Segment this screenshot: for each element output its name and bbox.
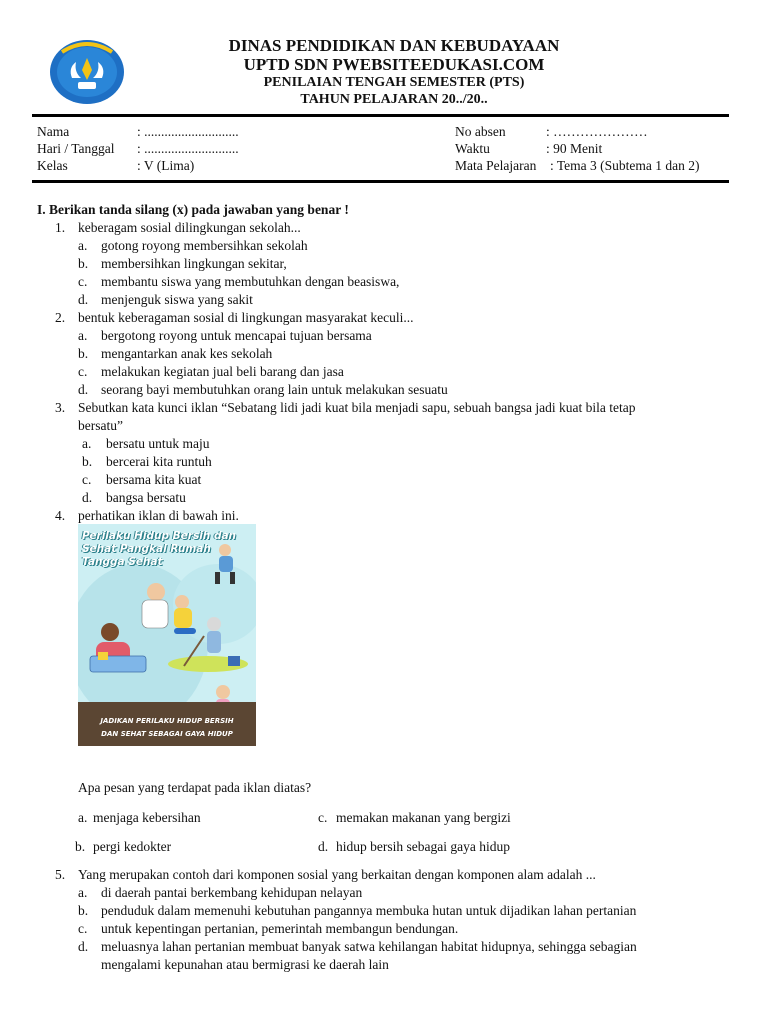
mapel-label: Mata Pelajaran [455,158,537,173]
option-letter[interactable]: c. [82,472,92,487]
hari-field[interactable]: : ............................ [137,141,239,156]
mapel-value: : Tema 3 (Subtema 1 dan 2) [550,158,700,173]
option-letter[interactable]: d. [318,839,329,854]
hari-label: Hari / Tanggal [37,141,115,156]
kelas-value: : V (Lima) [137,158,195,173]
option-letter[interactable]: c. [78,274,88,289]
kelas-label: Kelas [37,158,68,173]
option-letter[interactable]: a. [78,328,88,343]
option-letter[interactable]: a. [78,810,88,825]
section-title: I. Berikan tanda silang (x) pada jawaban yang benar ! [37,202,349,217]
header-year: TAHUN PELAJARAN 20../20.. [300,92,488,107]
question-text: perhatikan iklan di bawah ini. [78,508,239,523]
option-letter[interactable]: a. [82,436,92,451]
option-text: melakukan kegiatan jual beli barang dan jasa [101,364,344,379]
option-text: bersama kita kuat [106,472,202,487]
option-letter[interactable]: b. [75,839,86,854]
header-institution: DINAS PENDIDIKAN DAN KEBUDAYAAN [228,36,560,55]
option-text: membantu siswa yang membutuhkan dengan beasiswa, [101,274,400,289]
header-exam: PENILAIAN TENGAH SEMESTER (PTS) [263,75,525,90]
absen-label: No absen [455,124,506,139]
question-number: 5. [55,867,66,882]
header-divider [32,114,729,117]
option-text: gotong royong membersihkan sekolah [101,238,308,253]
option-text: meluasnya lahan pertanian membuat banyak satwa kehilangan habitat hidupnya, sehingga sebagian [101,939,637,954]
question-number: 2. [55,310,66,325]
option-text: menjenguk siswa yang sakit [101,292,253,307]
option-text: membersihkan lingkungan sekitar, [101,256,287,271]
option-text: mengantarkan anak kes sekolah [101,346,273,361]
option-letter[interactable]: a. [78,885,88,900]
option-letter[interactable]: c. [318,810,328,825]
nama-label: Nama [37,124,70,139]
option-letter[interactable]: b. [78,256,89,271]
header-school: UPTD SDN PWEBSITEEDUKASI.COM [243,55,545,74]
nama-field[interactable]: : ............................ [137,124,239,139]
question-text: keberagam sosial dilingkungan sekolah... [78,220,301,235]
option-letter[interactable]: b. [82,454,93,469]
option-letter[interactable]: d. [82,490,93,505]
tut-wuri-handayani-logo [48,38,126,106]
question-number: 4. [55,508,66,523]
question-text-continued: bersatu” [78,418,123,433]
option-text: bangsa bersatu [106,490,186,505]
option-text: bersatu untuk maju [106,436,210,451]
option-letter[interactable]: c. [78,364,88,379]
option-text: menjaga kebersihan [93,810,201,825]
question-text: bentuk keberagaman sosial di lingkungan masyarakat keculi... [78,310,414,325]
question-number: 1. [55,220,66,235]
option-letter[interactable]: b. [78,903,89,918]
option-letter[interactable]: d. [78,292,89,307]
info-divider [32,180,729,183]
poster-title: Perilaku Hidup Bersih dan Sehat Pangkal Rumah Tangga Sehat [82,530,237,568]
option-text-continued: mengalami kepunahan atau bermigrasi ke daerah lain [101,957,389,972]
question-number: 3. [55,400,66,415]
option-text: bercerai kita runtuh [106,454,212,469]
option-text: pergi kedokter [93,839,172,854]
option-text: untuk kepentingan pertanian, pemerintah membangun bendungan. [101,921,459,936]
option-letter[interactable]: a. [78,238,88,253]
question-text: Yang merupakan contoh dari komponen sosial yang berkaitan dengan komponen alam adalah ... [78,867,596,882]
option-text: hidup bersih sebagai gaya hidup [336,839,510,854]
option-text: bergotong royong untuk mencapai tujuan bersama [101,328,372,343]
option-letter[interactable]: d. [78,939,89,954]
question-prompt: Apa pesan yang terdapat pada iklan diatas? [78,780,312,795]
option-text: seorang bayi membutuhkan orang lain untuk melakukan sesuatu [101,382,448,397]
poster-footer-line2: DAN SEHAT SEBAGAI GAYA HIDUP [101,730,233,738]
option-text: di daerah pantai berkembang kehidupan nelayan [101,885,363,900]
question-text: Sebutkan kata kunci iklan “Sebatang lidi jadi kuat bila menjadi sapu, sebuah bangsa jadi kuat bila tetap [78,400,636,415]
option-letter[interactable]: b. [78,346,89,361]
option-letter[interactable]: d. [78,382,89,397]
option-text: penduduk dalam memenuhi kebutuhan pangannya membuka hutan untuk dijadikan lahan pertanian [101,903,637,918]
option-text: memakan makanan yang bergizi [336,810,511,825]
waktu-label: Waktu [455,141,490,156]
poster-footer-line1: JADIKAN PERILAKU HIDUP BERSIH [100,717,234,725]
waktu-value: : 90 Menit [546,141,603,156]
phbs-poster [78,524,256,746]
absen-field[interactable]: : ………………… [546,124,648,139]
option-letter[interactable]: c. [78,921,88,936]
